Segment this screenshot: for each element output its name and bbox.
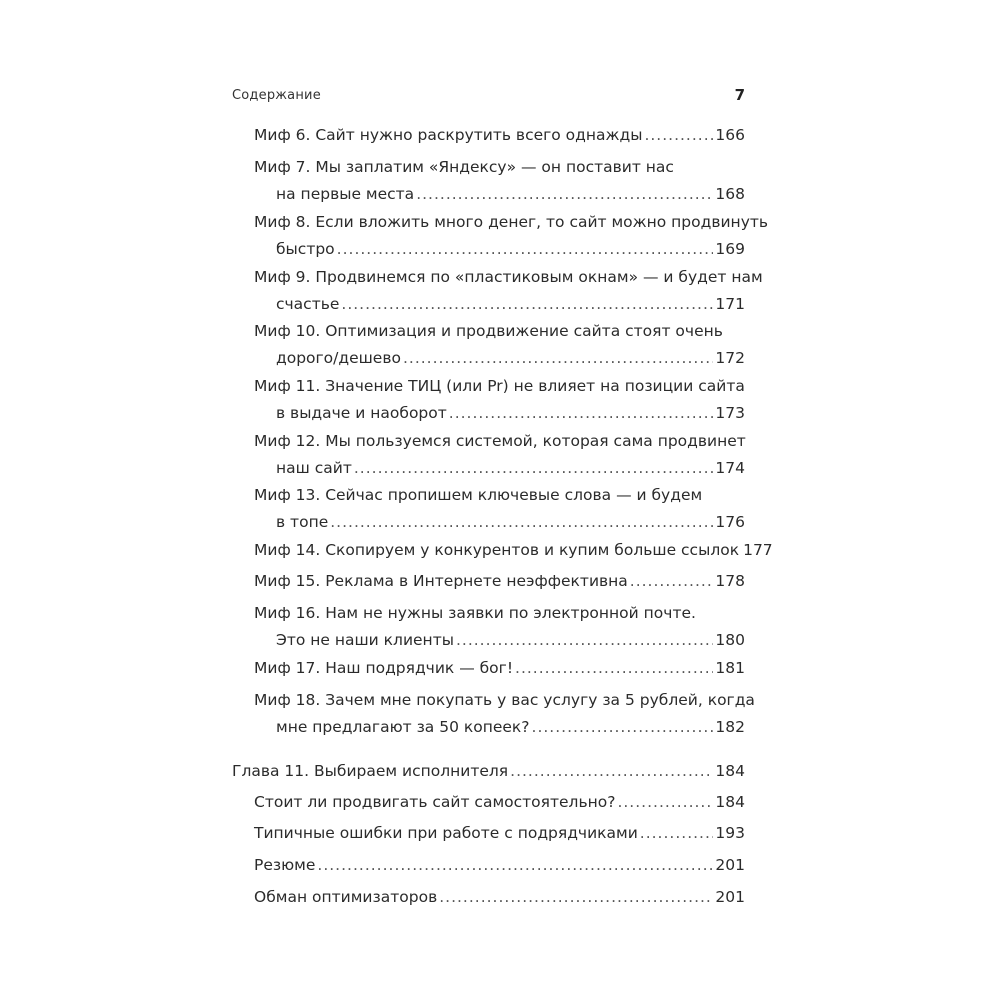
toc-page-ref: 201: [715, 856, 745, 874]
toc-entry-title: Стоит ли продвигать сайт самостоятельно?: [254, 793, 616, 811]
toc-entry-myth-11: [254, 373, 745, 427]
toc-entry-title-continued: наш сайт: [276, 459, 352, 477]
leader-dots: [510, 758, 713, 785]
toc-page-ref: 176: [715, 513, 745, 531]
toc-entry-title: Миф 9. Продвинемся по «пластиковым окнам» — и будет нам: [254, 268, 763, 286]
toc-page-ref: 166: [715, 126, 745, 144]
toc-entry-title-continued: счастье: [276, 295, 340, 313]
toc-entry-title: Миф 15. Реклама в Интернете неэффективна: [254, 572, 628, 590]
toc-entry-title: Типичные ошибки при работе с подрядчиками: [254, 824, 638, 842]
toc-page-ref: 201: [715, 888, 745, 906]
toc-entry-typical-mistakes: [254, 820, 745, 847]
toc-page-ref: 169: [715, 240, 745, 258]
toc-entry-myth-16: [254, 600, 745, 654]
toc-page-ref: 181: [715, 659, 745, 677]
leader-dots: [330, 509, 713, 536]
leader-dots: [617, 789, 713, 816]
toc-entry-myth-7: [254, 154, 745, 208]
toc-entry-title: Миф 8. Если вложить много денег, то сайт можно продвинуть: [254, 213, 769, 231]
toc-entry-myth-10: [254, 318, 745, 372]
toc-entry-myth-14: [254, 537, 773, 564]
leader-dots: [640, 820, 714, 847]
leader-dots: [439, 884, 713, 911]
toc-entry-title: Миф 12. Мы пользуемся системой, которая сама продвинет: [254, 432, 746, 450]
toc-entry-title: Резюме: [254, 856, 316, 874]
toc-entry-summary: [254, 852, 745, 879]
toc-entry-myth-8: [254, 209, 769, 263]
leader-dots: [403, 345, 713, 372]
toc-page-ref: 177: [743, 541, 773, 559]
toc-page-ref: 178: [715, 572, 745, 590]
leader-dots: [317, 852, 713, 879]
toc-entry-title: Миф 17. Наш подрядчик — бог!: [254, 659, 514, 677]
toc-entry-title: Миф 6. Сайт нужно раскрутить всего однажды: [254, 126, 643, 144]
toc-entry-myth-9: [254, 264, 763, 318]
running-header-title: Содержание: [232, 88, 321, 103]
toc-entry-title: Миф 14. Скопируем у конкурентов и купим больше ссылок: [254, 541, 740, 559]
toc-chapter-11: [232, 758, 745, 785]
page-number: 7: [734, 86, 745, 104]
toc-entry-title-continued: дорого/дешево: [276, 349, 401, 367]
toc-page-ref: 171: [715, 295, 745, 313]
toc-entry-myth-17: [254, 655, 745, 682]
toc-page-ref: 184: [715, 793, 745, 811]
leader-dots: [449, 400, 714, 427]
toc-entry-title: Миф 7. Мы заплатим «Яндексу» — он поставит нас: [254, 158, 674, 176]
toc-entry-title: Миф 11. Значение ТИЦ (или Pr) не влияет на позиции сайта: [254, 377, 745, 395]
toc-entry-title-continued: быстро: [276, 240, 335, 258]
leader-dots: [337, 236, 714, 263]
chapter-label: Глава 11.: [232, 762, 310, 780]
toc-entry-self-promotion: [254, 789, 745, 816]
toc-entry-title-continued: в выдаче и наоборот: [276, 404, 447, 422]
toc-entry-myth-13: [254, 482, 745, 536]
toc-page-ref: 168: [715, 185, 745, 203]
toc-entry-title: Миф 10. Оптимизация и продвижение сайта стоят очень: [254, 322, 723, 340]
leader-dots: [354, 455, 714, 482]
toc-entry-title-continued: в топе: [276, 513, 329, 531]
toc-entry-title: Миф 13. Сейчас пропишем ключевые слова — и будем: [254, 486, 703, 504]
leader-dots: [416, 181, 713, 208]
toc-entry-title-continued: мне предлагают за 50 копеек?: [276, 718, 530, 736]
toc-page-ref: 180: [715, 631, 745, 649]
toc-entry-title-continued: на первые места: [276, 185, 415, 203]
chapter-title: Выбираем исполнителя: [314, 762, 509, 780]
leader-dots: [630, 568, 714, 595]
leader-dots: [341, 291, 713, 318]
toc-entry-myth-6: [254, 122, 745, 149]
toc-entry-title: Обман оптимизаторов: [254, 888, 438, 906]
leader-dots: [644, 122, 713, 149]
toc-page-ref: 172: [715, 349, 745, 367]
toc-entry-title: Миф 18. Зачем мне покупать у вас услугу за 5 рублей, когда: [254, 691, 755, 709]
toc-page-ref: 174: [715, 459, 745, 477]
leader-dots: [456, 627, 713, 654]
toc-page-ref: 193: [715, 824, 745, 842]
toc-entry-title-continued: Это не наши клиенты: [276, 631, 454, 649]
leader-dots: [515, 655, 713, 682]
toc-entry-title: Миф 16. Нам не нужны заявки по электронной почте.: [254, 604, 696, 622]
leader-dots: [532, 714, 714, 741]
toc-entry-myth-18: [254, 687, 755, 741]
toc-entry-optimizer-fraud: [254, 884, 745, 911]
toc-page-ref: 173: [715, 404, 745, 422]
toc-page-ref: 184: [715, 762, 745, 780]
toc-entry-myth-15: [254, 568, 745, 595]
toc-page-ref: 182: [715, 718, 745, 736]
toc-entry-myth-12: [254, 428, 745, 482]
